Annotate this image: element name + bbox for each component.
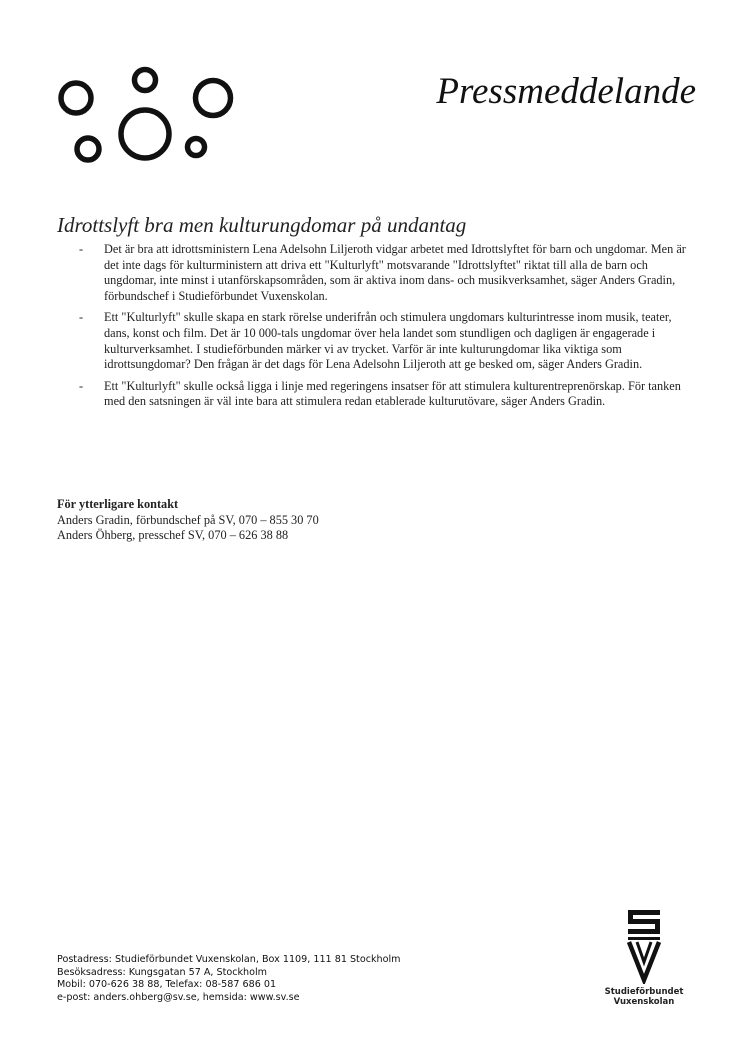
contact-heading: För ytterligare kontakt — [57, 497, 179, 511]
contact-line: Anders Öhberg, presschef SV, 070 – 626 38 88 — [57, 528, 289, 543]
list-item — [57, 379, 697, 410]
bullet-marker: - — [79, 378, 84, 393]
bullet-text: Ett "Kulturlyft" skulle också ligga i linje med regeringens insatser för att stimulera kulturentreprenörskap. För tanken med den satsningen är väl inte bara att stimulera redan etablerade kulturutövare, säger Anders Gradin. — [104, 378, 681, 409]
sv-logo-name-line: Vuxenskolan — [613, 997, 675, 1007]
sv-logo — [594, 908, 694, 1012]
bullet-marker: - — [79, 242, 84, 256]
bullet-text: Ett "Kulturlyft" skulle skapa en stark rörelse underifrån och stimulera ungdomars kulturintresse inom musik, teater, dans, konst och film. Det är 10 000-tals ungdomar över hela landet som stundligen och dagligen är engagerade i kulturverksamhet. I studieförbunden märker vi av trycket. Varför är inte kulturungdomar lika viktiga som idrottsungdomar? Den frågan är det dags för Lena Adelsohn Liljeroth att ge besked om, säger Anders Gradin. — [104, 310, 672, 372]
circles-logo-icon — [56, 66, 238, 168]
footer-line: Besöksadress: Kungsgatan 57 A, Stockholm — [57, 966, 268, 978]
press-headline: Idrottslyft bra men kulturungdomar på undantag — [57, 213, 467, 237]
contact-section — [57, 497, 319, 544]
footer-line: Mobil: 070-626 38 88, Telefax: 08-587 686 01 — [57, 979, 277, 991]
sv-logo-name-line: Studieförbundet — [604, 987, 684, 997]
bullet-text: Det är bra att idrottsministern Lena Adelsohn Liljeroth vidgar arbetet med Idrottslyftet för barn och ungdomar. Men är det inte dags för kulturministern att driva ett "Kulturlyft" motsvarande "Idrottslyftet" riktat till alla de barn och ungdomar, inte minst i utanförskapsområden, som är aktiva inom dans- och musikverksamhet, säger Anders Gradin, förbundschef i Studieförbundet Vuxenskolan. — [104, 242, 686, 303]
document-type-title: Pressmeddelande — [436, 71, 696, 112]
list-item — [57, 242, 697, 304]
list-item — [57, 310, 697, 372]
sv-emblem-icon — [624, 908, 664, 984]
footer-line: e-post: anders.ohberg@sv.se, hemsida: www.sv.se — [57, 991, 300, 1003]
footer-line: Postadress: Studieförbundet Vuxenskolan, Box 1109, 111 81 Stockholm — [57, 954, 401, 965]
bullet-list — [57, 242, 697, 416]
contact-line: Anders Gradin, förbundschef på SV, 070 – 855 30 70 — [57, 512, 319, 527]
sv-logo-name — [594, 987, 694, 1007]
footer-address — [57, 954, 400, 1004]
bullet-marker: - — [79, 310, 84, 325]
